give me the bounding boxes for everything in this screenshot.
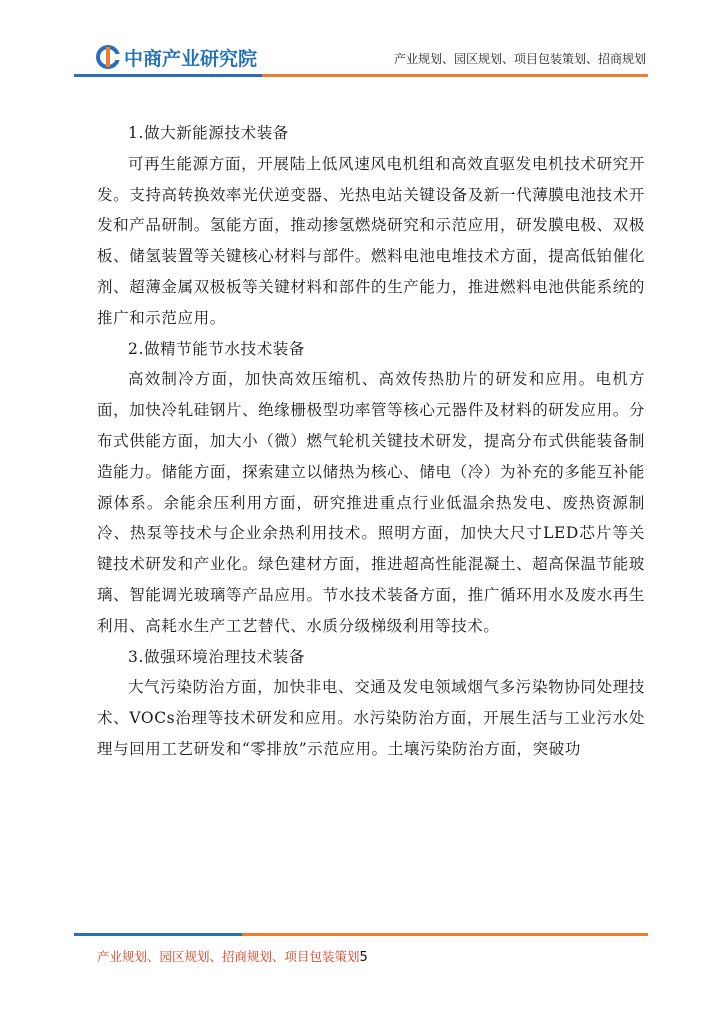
page-header [0, 0, 724, 82]
section-heading-3: 3.做强环境治理技术装备 [128, 647, 305, 666]
page-number: 5 [359, 950, 368, 965]
section-heading-2: 2.做精节能节水技术装备 [128, 339, 305, 358]
section-heading-1: 1.做大新能源技术装备 [128, 124, 289, 142]
footer-rule-orange [242, 933, 648, 936]
paragraph-2: 高效制冷方面，加快高效压缩机、高效传热肋片的研发和应用。电机方面，加快冷轧硅钢片、绝缘栅极型功率管等核心元器件及材料的研发应用。分布式供能方面，加大小（微）燃气轮机关键技术研发，提高分布式供能装备制造能力。储能方面，探索建立以储热为核心、储电（冷）为补充的多能互补能源体系。余能余压利用方面，研究推进重点行业低温余热发电、废热资源制冷、热泵等技术与企业余热利用技术。照明方面，加快大尺寸LED芯片等关键技术研发和产业化。绿色建材方面，推进超高性能混凝土、超高保温节能玻璃、智能调光玻璃等产品应用。节水技术装备方面，推广循环用水及废水再生利用、高耗水生产工艺替代、水质分级梯级利用等技术。 [97, 370, 645, 635]
logo-text: 中商产业研究院 [124, 47, 258, 70]
header-tagline: 产业规划、园区规划、项目包装策划、招商规划 [393, 52, 646, 66]
footer-rule-blue [74, 933, 242, 936]
header-rule-blue [74, 74, 262, 77]
paragraph-3: 大气污染防治方面，加快非电、交通及发电领域烟气多污染物协同处理技术、VOCs治理等技术研发和应用。水污染防治方面，开展生活与工业污水处理与回用工艺研发和“零排放”示范应用。土壤污染防治方面，突破功 [97, 678, 645, 758]
brand-logo [96, 44, 257, 70]
page-footer [97, 947, 368, 965]
header-rule-orange [262, 74, 648, 77]
document-body [97, 118, 645, 765]
paragraph-1: 可再生能源方面，开展陆上低风速风电机组和高效直驱发电机技术研究开发。支持高转换效率光伏逆变器、光热电站关键设备及新一代薄膜电池技术开发和产品研制。氢能方面，推动掺氢燃烧研究和示范应用，研发膜电极、双极板、储氢装置等关键核心材料与部件。燃料电池电堆技术方面，提高低铂催化剂、超薄金属双极板等关键材料和部件的生产能力，推进燃料电池供能系统的推广和示范应用。 [97, 154, 645, 327]
logo-mark-icon [96, 45, 120, 69]
footer-tagline: 产业规划、园区规划、招商规划、项目包装策划 [97, 949, 360, 964]
